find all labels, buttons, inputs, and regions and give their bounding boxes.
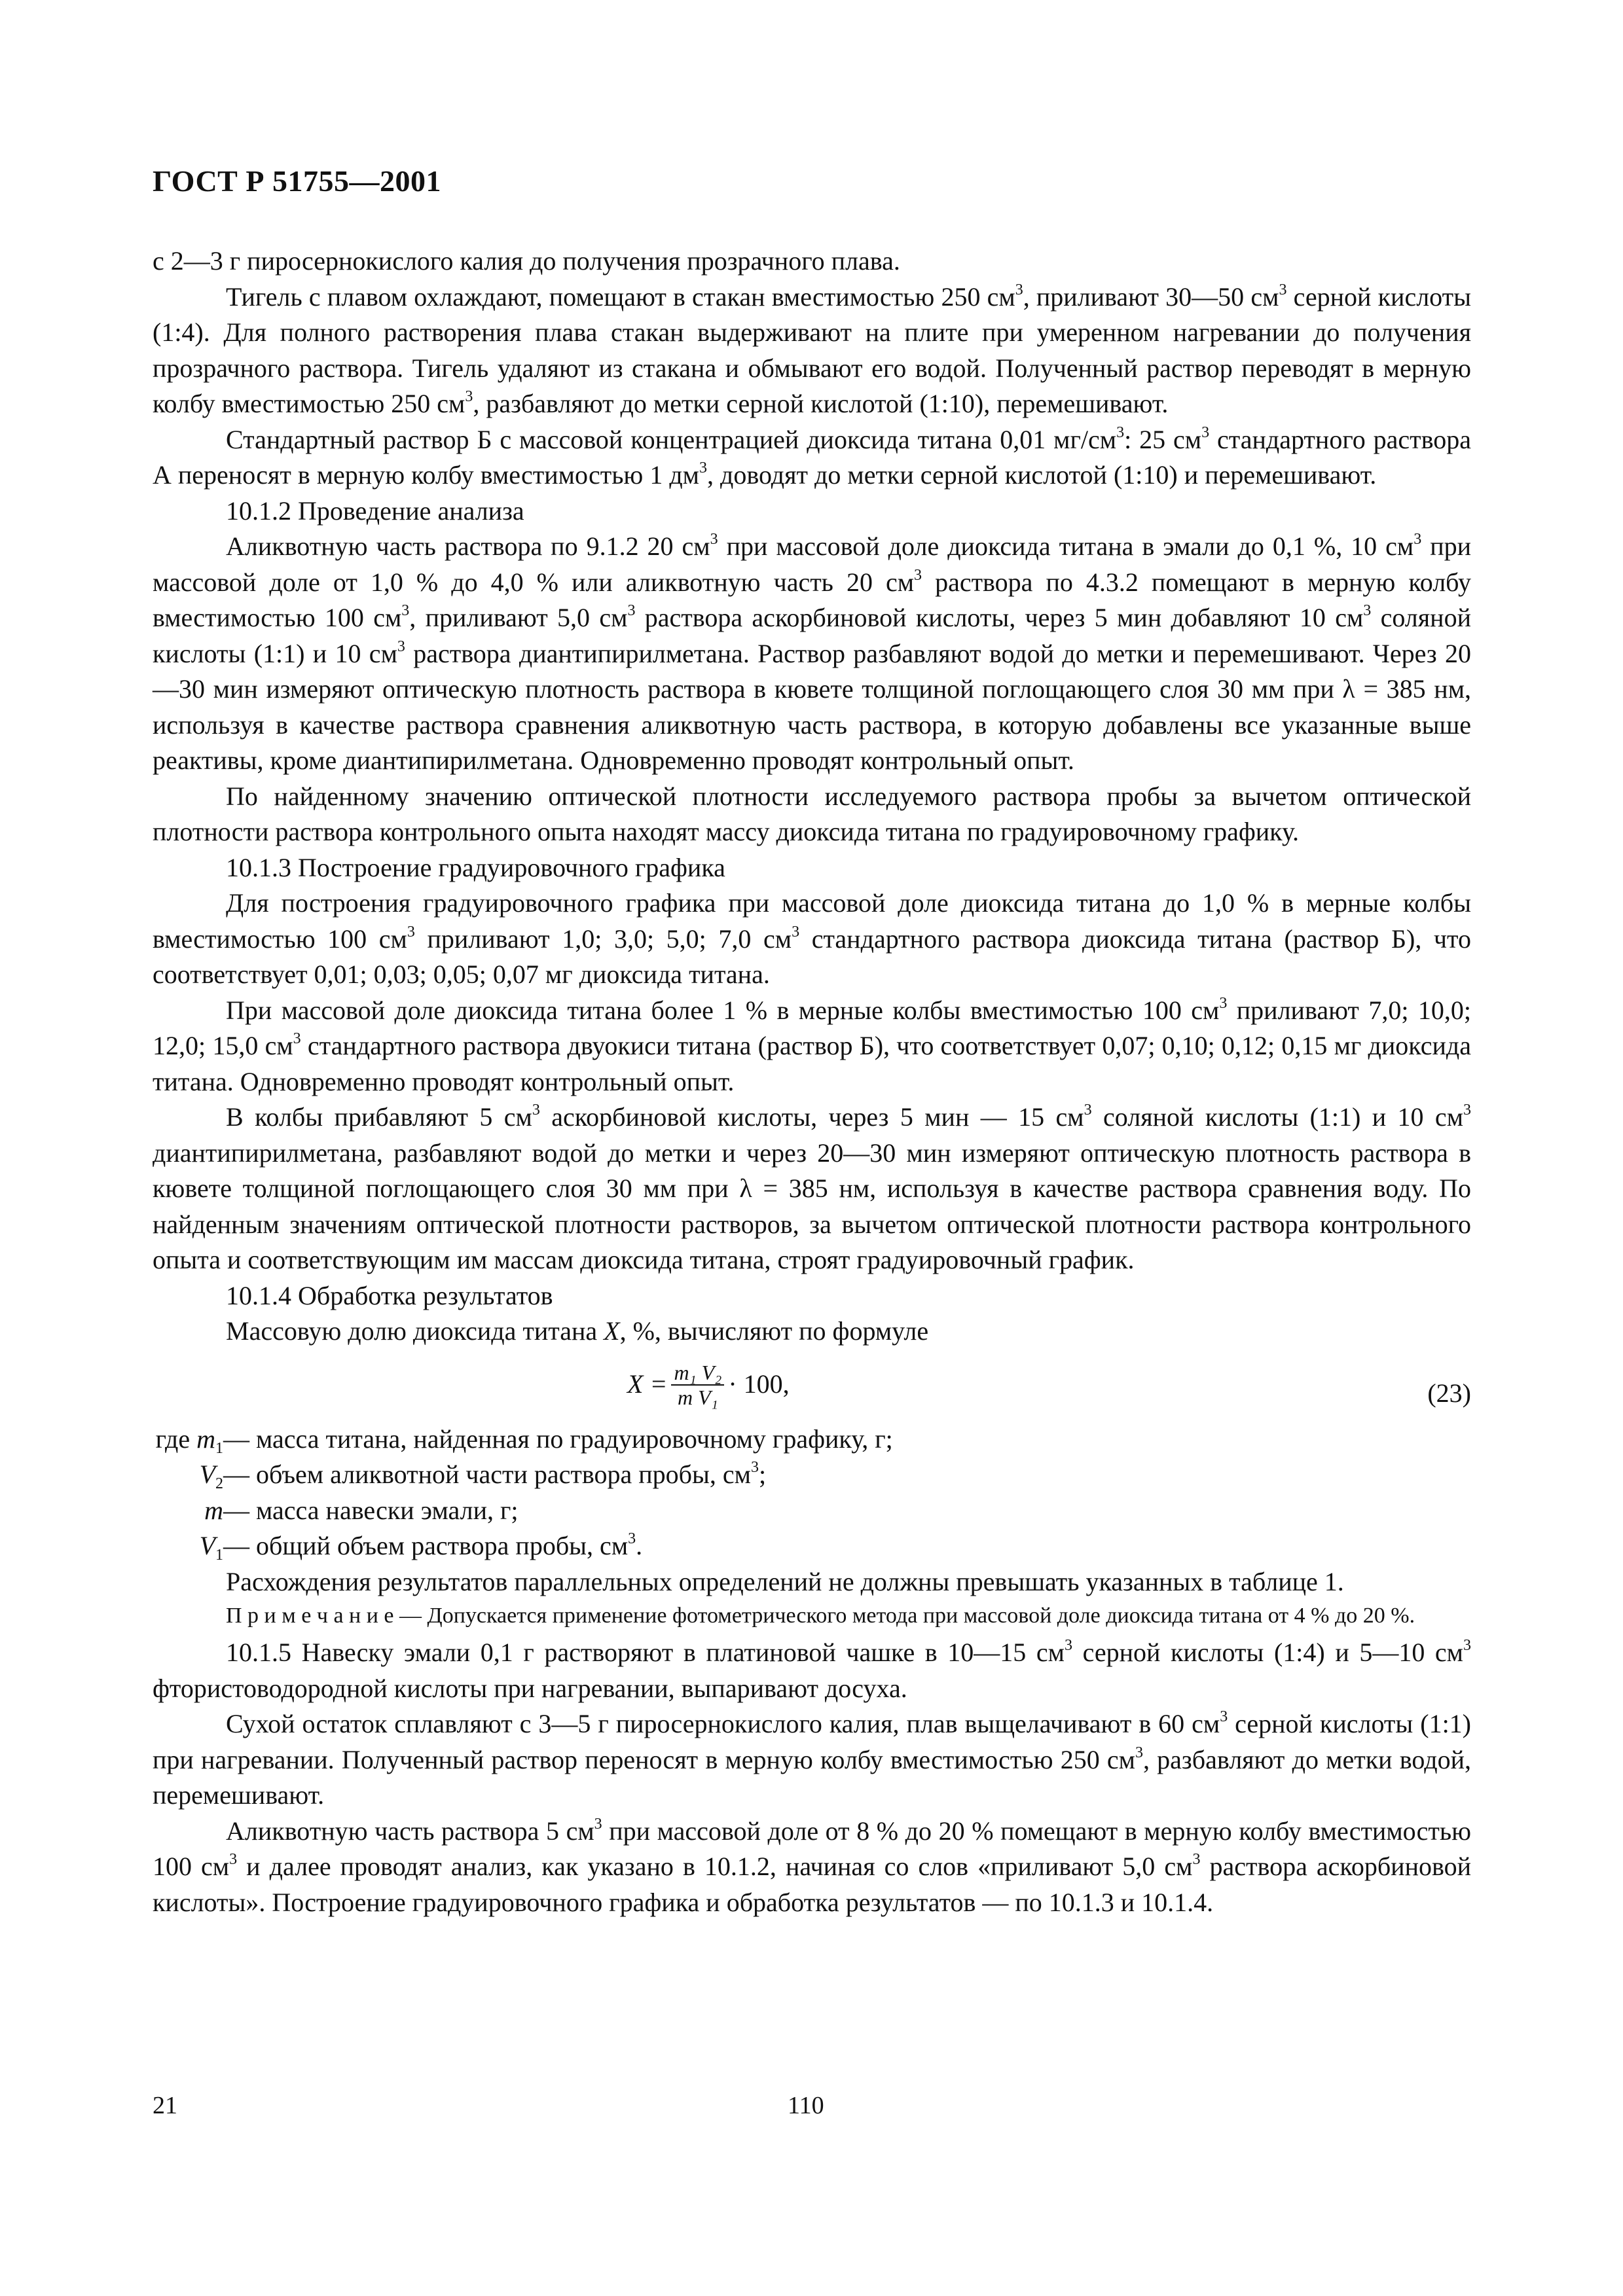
paragraph: с 2—3 г пиросернокислого калия до получения прозрачного плава. [153, 246, 900, 276]
paragraph: 10.1.5 Навеску эмали 0,1 г растворяют в платиновой чашке в 10—15 $см^3$ серной кислоты (1:4) и 5—10 $см^3$ фтористоводородной кислоты при нагревании, выпаривают досуха. [153, 1637, 1471, 1703]
variable-legend [153, 1422, 1471, 1564]
paragraph: Массовую долю диоксида титана X, %, вычисляют по формуле [226, 1316, 929, 1346]
paragraph: Стандартный раствор Б с массовой концентрацией диоксида титана 0,01 $мг/см^3$: 25 $см^3$ стандартного раствора А переносят в мерную колбу вместимостью 1 $дм^3$, доводят до метки серной кислотой (1:10) и перемешивают. [153, 423, 1471, 490]
note: П р и м е ч а н и е — Допускается применение фотометрического метода при массовой доле диоксида титана от 4 % до 20 %. [226, 1604, 1415, 1628]
paragraph: При массовой доле диоксида титана более 1 % в мерные колбы вместимостью 100 $см^3$ приливают 7,0; 10,0; 12,0; 15,0 $см^3$ стандартного раствора двуокиси титана (раствор Б), что соответствует 0,07; 0,10; 0,12; 0,15 мг диоксида титана. Одновременно проводят контрольный опыт. [153, 994, 1472, 1096]
note-label: П р и м е ч а н и е [226, 1604, 394, 1628]
formula-fraction [671, 1361, 724, 1408]
section-heading: 10.1.4 Обработка результатов [226, 1280, 553, 1310]
paragraph: По найденному значению оптической плотности исследуемого раствора пробы за вычетом оптической плотности раствора контрольного опыта находят массу диоксида титана по градуировочному графику. [153, 781, 1471, 846]
formula-block [153, 1350, 1471, 1422]
paragraph: В колбы прибавляют 5 $см^3$ аскорбиновой кислоты, через 5 мин — 15 $см^3$ соляной кислоты (1:1) и 10 $см^3$ диантипирилметана, разбавляют водой до метки и через 20—30 мин измеряют оптическую плотность раствора в кювете толщиной поглощающего слоя 30 мм при λ = 385 нм, используя в качестве раствора сравнения воду. По найденным значениям оптической плотности растворов, за вычетом оптической плотности раствора контрольного опыта и соответствующим им массам диоксида титана, строят градуировочный график. [153, 1102, 1472, 1274]
section-heading: 10.1.3 Построение градуировочного графика [226, 852, 725, 882]
paragraph: Аликвотную часть раствора 5 $см^3$ при массовой доле от 8 % до 20 % помещают в мерную колбу вместимостью 100 $см^3$ и далее проводят анализ, как указано в 10.1.2, начиная со слов «приливают 5,0 $см^3$ раствора аскорбиновой кислоты». Построение градуировочного графика и обработка результатов — по 10.1.3 и 10.1.4. [153, 1815, 1472, 1917]
formula-number: (23) [1427, 1378, 1471, 1408]
variable-row: $V_1$ — общий объем раствора пробы, $см^3$. [199, 1530, 643, 1564]
page-number-center: 110 [788, 2092, 824, 2119]
variable-row: где $m_1$ — масса титана, найденная по градуировочному графику, г; [155, 1424, 893, 1457]
paragraph: Расхождения результатов параллельных определений не должны превышать указанных в таблице 1. [226, 1566, 1344, 1596]
paragraph: Для построения градуировочного графика при массовой доле диоксида титана до 1,0 % в мерные колбы вместимостью 100 $см^3$ приливают 1,0; 3,0; 5,0; 7,0 $см^3$ стандартного раствора диоксида титана (раствор Б), что соответствует 0,01; 0,03; 0,05; 0,07 мг диоксида титана. [153, 888, 1472, 989]
formula-lhs: X = [627, 1369, 668, 1399]
document-body [153, 243, 1471, 1920]
formula-rhs: · 100, [728, 1369, 790, 1399]
formula-denominator: m V₁ [678, 1385, 718, 1409]
paragraph: Тигель с плавом охлаждают, помещают в стакан вместимостью 250 $см^3$, приливают 30—50 $см^3$ серной кислоты (1:4). Для полного растворения плава стакан выдерживают на плите при умеренном нагревании до получения прозрачного раствора. Тигель удаляют из стакана и обмывают его водой. Полученный раствор переводят в мерную колбу вместимостью 250 $см^3$, разбавляют до метки серной кислотой (1:10), перемешивают. [153, 281, 1471, 418]
formula-numerator: m₁ V₂ [671, 1361, 724, 1386]
page-header: ГОСТ Р 51755—2001 [153, 164, 441, 198]
formula [627, 1361, 790, 1408]
variable-row: m — масса навески эмали, г; [204, 1495, 519, 1525]
paragraph: Сухой остаток сплавляют с 3—5 г пиросернокислого калия, плав выщелачивают в 60 $см^3$ серной кислоты (1:1) при нагревании. Полученный раствор переносят в мерную колбу вместимостью 250 $см^3$, разбавляют до метки водой, перемешивают. [153, 1708, 1471, 1810]
variable-row: $V_2$ — объем аликвотной части раствора пробы, $см^3$; [199, 1459, 767, 1492]
paragraph: Аликвотную часть раствора по 9.1.2 20 $см^3$ при массовой доле диоксида титана в эмали до 0,1 %, 10 $см^3$ при массовой доле от 1,0 % до 4,0 % или аликвотную часть 20 $см^3$ раствора по 4.3.2 помещают в мерную колбу вместимостью 100 $см^3$, приливают 5,0 $см^3$ раствора аскорбиновой кислоты, через 5 мин добавляют 10 $см^3$ соляной кислоты (1:1) и 10 $см^3$ раствора диантипирилметана. Раствор разбавляют водой до метки и перемешивают. Через 20—30 мин измеряют оптическую плотность раствора в кювете толщиной поглощающего слоя 30 мм при λ = 385 нм, используя в качестве раствора сравнения аликвотную часть раствора, в которую добавлены все указанные выше реактивы, кроме диантипирилметана. Одновременно проводят контрольный опыт. [153, 531, 1472, 775]
section-heading: 10.1.2 Проведение анализа [226, 495, 524, 526]
page-number-left: 21 [153, 2092, 177, 2119]
